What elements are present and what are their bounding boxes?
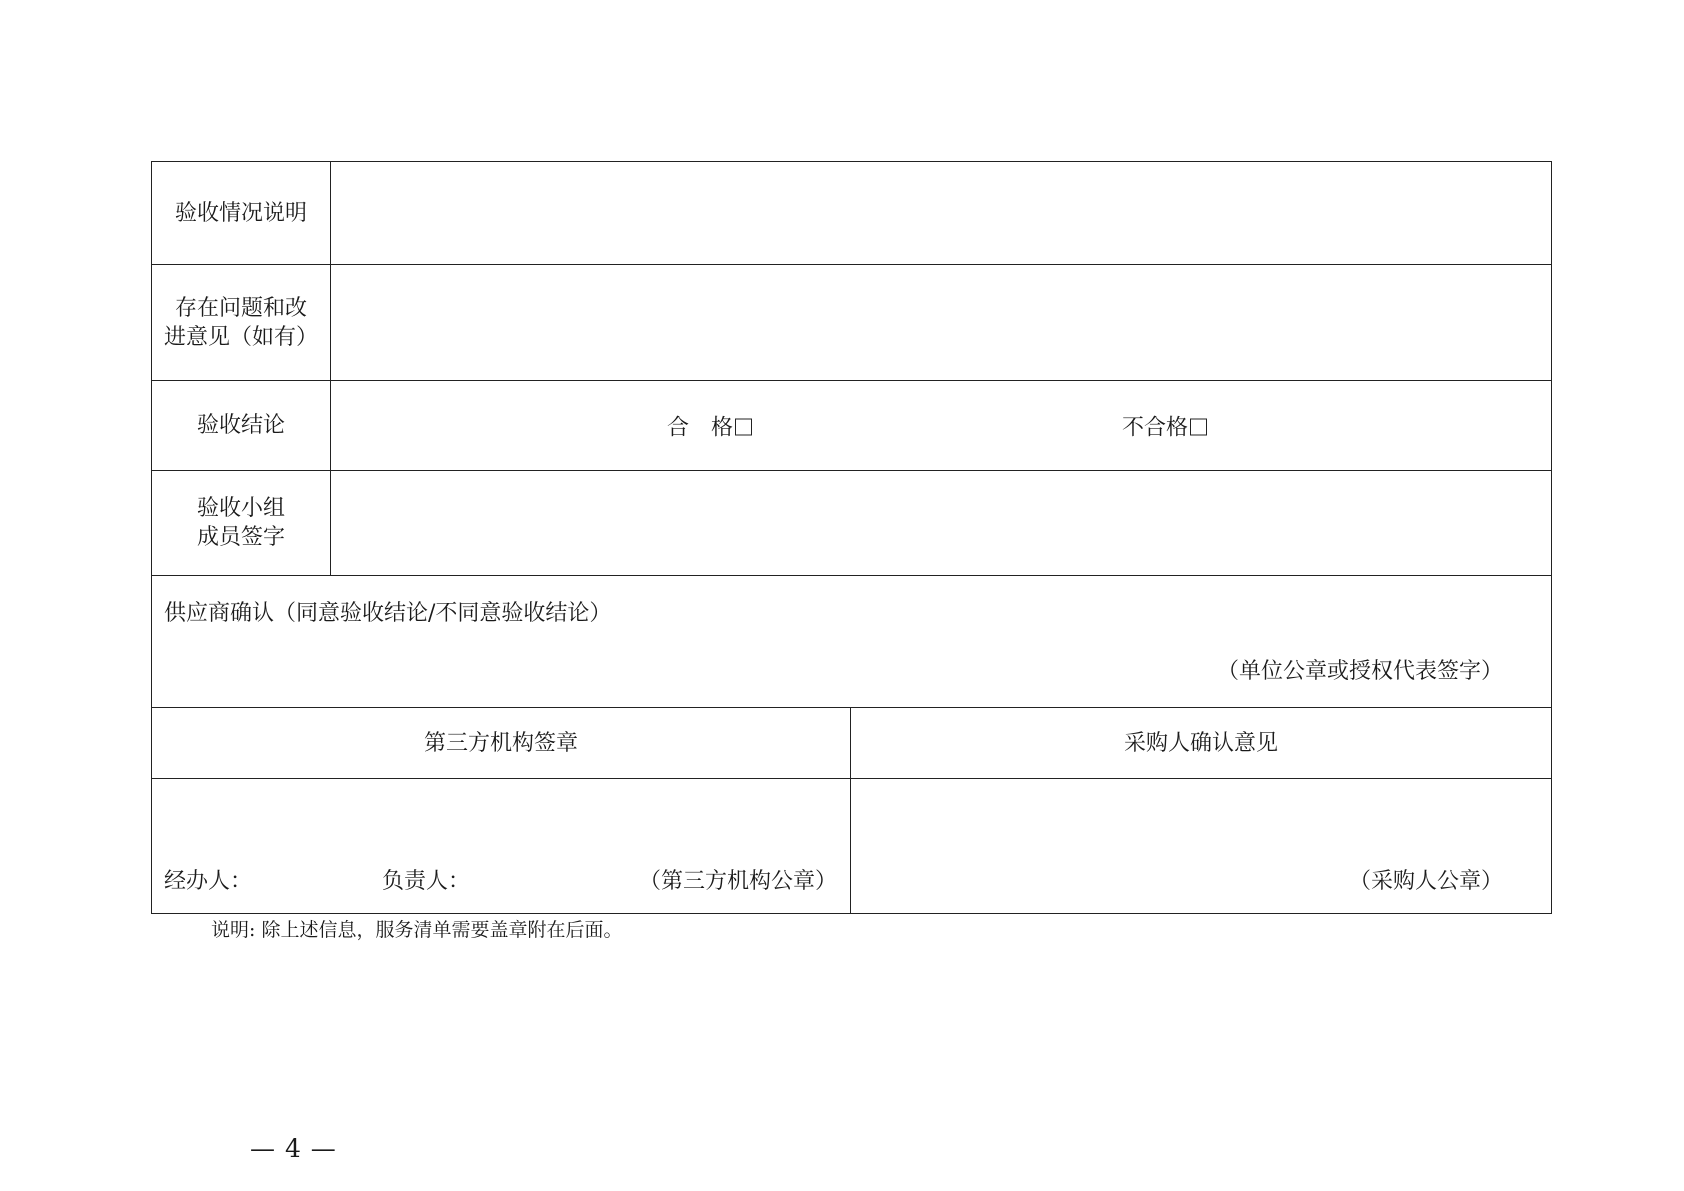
issues-label xyxy=(152,265,331,381)
acceptance-form-table xyxy=(151,161,1552,914)
fail-checkbox[interactable] xyxy=(1190,418,1207,435)
team-signature-field[interactable] xyxy=(331,471,1552,576)
issues-row xyxy=(152,265,1552,381)
handler-label: 经办人： xyxy=(164,869,253,894)
description-field[interactable] xyxy=(331,162,1552,265)
signature-label-line1: 验收小组 xyxy=(196,496,285,521)
conclusion-options xyxy=(331,381,1552,471)
pass-option[interactable] xyxy=(667,410,752,441)
fail-option[interactable] xyxy=(1122,410,1207,441)
signature-label xyxy=(152,471,331,576)
supplier-row xyxy=(152,576,1552,708)
description-row xyxy=(152,162,1552,265)
supplier-confirm-text: 供应商确认（同意验收结论/不同意验收结论） xyxy=(164,601,612,626)
signature-row xyxy=(152,471,1552,576)
issues-label-line2: 进意见（如有） xyxy=(163,324,318,350)
third-party-seal-text: （第三方机构公章） xyxy=(638,869,837,894)
responsible-label: 负责人： xyxy=(382,869,471,894)
third-party-header: 第三方机构签章 xyxy=(152,708,851,779)
fail-label: 不合格 xyxy=(1122,415,1189,440)
issues-field[interactable] xyxy=(331,265,1552,381)
page-number: — 4 — xyxy=(250,1134,337,1163)
purchaser-header: 采购人确认意见 xyxy=(851,708,1552,779)
header-row xyxy=(152,708,1552,779)
conclusion-label: 验收结论 xyxy=(152,381,331,471)
conclusion-row xyxy=(152,381,1552,471)
seal-row xyxy=(152,779,1552,914)
third-party-sign-cell[interactable] xyxy=(152,779,851,914)
pass-label: 合 格 xyxy=(667,415,734,440)
purchaser-seal-text: （采购人公章） xyxy=(1348,869,1503,894)
purchaser-sign-cell[interactable] xyxy=(851,779,1552,914)
footnote: 说明: 除上述信息，服务清单需要盖章附在后面。 xyxy=(211,919,623,941)
supplier-confirm-cell[interactable] xyxy=(152,576,1552,708)
pass-checkbox[interactable] xyxy=(735,418,752,435)
signature-label-line2: 成员签字 xyxy=(196,525,285,550)
supplier-signature-text: （单位公章或授权代表签字） xyxy=(1216,659,1503,684)
issues-label-line1: 存在问题和改 xyxy=(174,295,307,321)
description-label: 验收情况说明 xyxy=(152,162,331,265)
